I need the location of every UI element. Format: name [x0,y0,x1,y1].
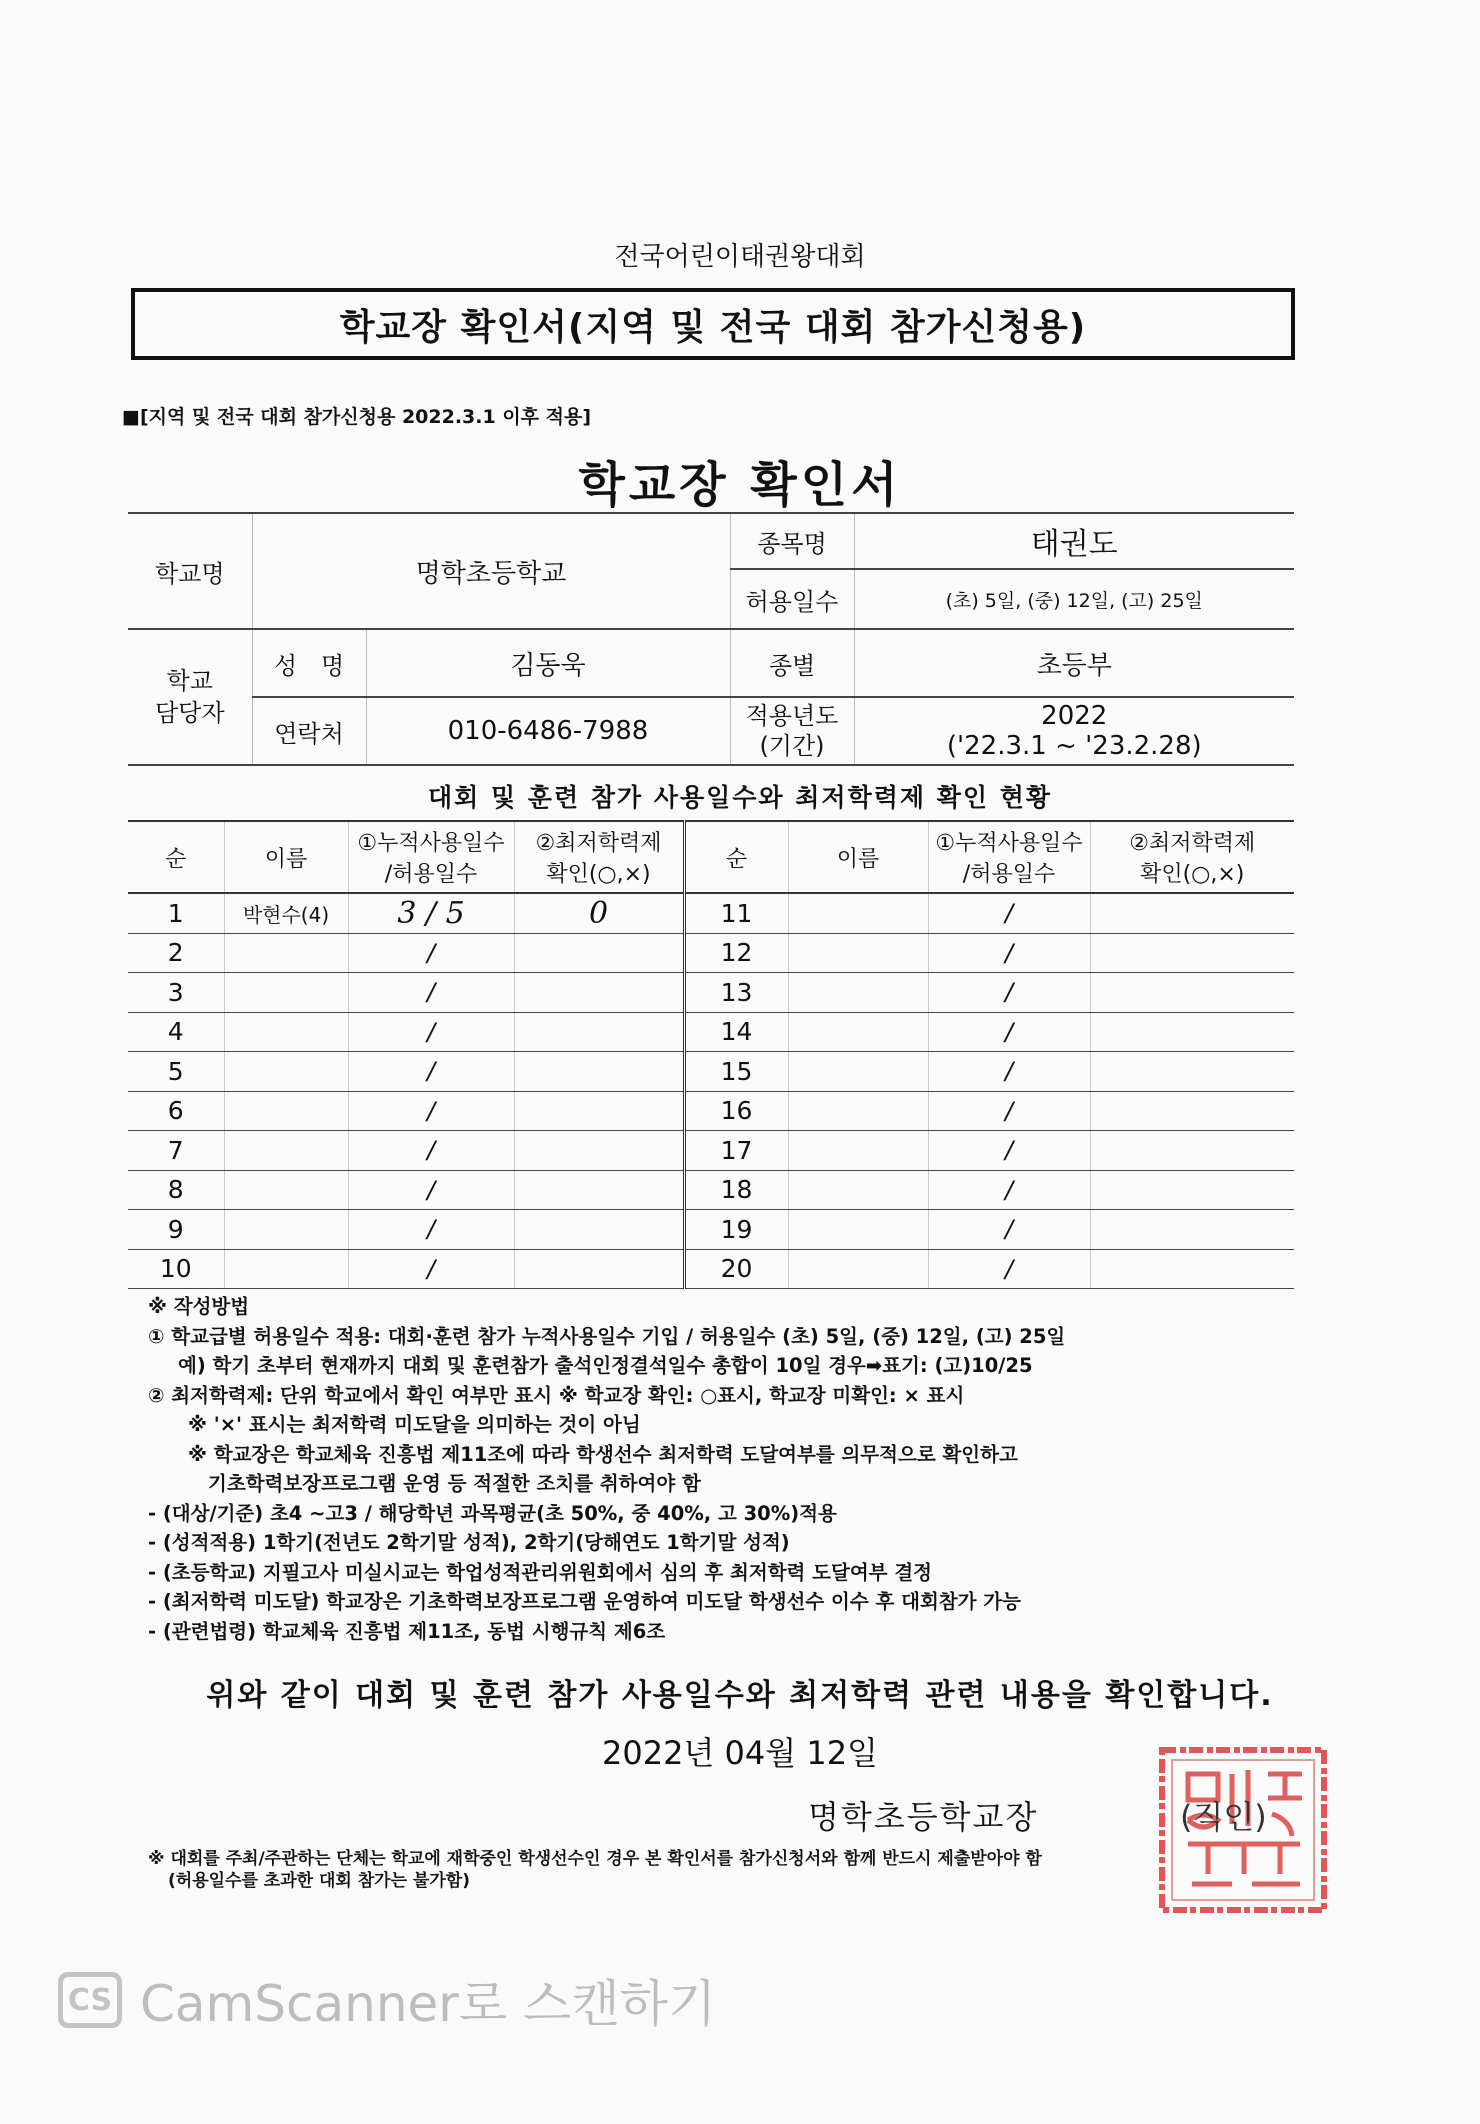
row-days: 3 / 5 [348,893,514,933]
row-no-right: 14 [684,1012,788,1052]
row-name-right [788,1091,928,1131]
row-check [514,1012,684,1052]
info-table [128,512,1294,766]
row-name [224,1131,348,1171]
row-check-right [1090,893,1294,933]
notes-line-7: - (대상/기준) 초4 ~고3 / 해당학년 과목평균(초 50%, 중 40%, 고 30%)적용 [148,1501,837,1525]
header-min-2-right: 확인(○,×) [1140,862,1245,887]
staff-label [128,629,252,765]
row-name-right [788,973,928,1013]
row-name-right [788,933,928,973]
header-no: 순 [128,821,224,893]
row-check-right [1090,1210,1294,1250]
notes-line-6: 기초학력보장프로그램 운영 등 적절한 조치를 취하여야 함 [208,1472,701,1495]
notes-line-11: - (관련법령) 학교체육 진흥법 제11조, 동법 시행규칙 제6조 [148,1619,666,1643]
form-title-box [131,288,1295,360]
row-check [514,1052,684,1092]
row-days: / [348,1170,514,1210]
year-value-1: 2022 [1041,701,1108,731]
instructions [148,1292,1298,1646]
notes-line-4: ※ '×' 표시는 최저학력 미도달을 의미하는 것이 아님 [188,1413,641,1436]
category-label: 종별 [730,629,854,697]
row-days-right: / [928,1012,1090,1052]
header-days-2-right: /허용일수 [962,862,1056,887]
table-row [128,1210,1294,1250]
row-name-right [788,1052,928,1092]
table-row [128,973,1294,1013]
row-check: 0 [514,893,684,933]
notes-line-9: - (초등학교) 지필고사 미실시교는 학업성적관리위원회에서 심의 후 최저학력 도달여부 결정 [148,1560,932,1584]
row-check [514,1170,684,1210]
table-row [128,1012,1294,1052]
header-days-2: /허용일수 [384,862,478,887]
form-title: 학교장 확인서(지역 및 전국 대회 참가신청용) [339,306,1087,348]
row-days: / [348,973,514,1013]
header-days [348,821,514,893]
row-no: 4 [128,1012,224,1052]
school-label: 학교명 [128,513,252,629]
watermark-text: CamScanner로 스캔하기 [140,1975,717,2033]
row-days-right: / [928,1091,1090,1131]
row-check [514,1210,684,1250]
staff-label-1: 학교 [166,667,213,695]
row-days-right: / [928,1249,1090,1289]
event-name: 전국어린이태권왕대회 [614,242,866,272]
row-check-right [1090,1249,1294,1289]
main-title: 학교장 확인서 [578,457,902,513]
status-table [128,820,1294,1289]
row-name-right [788,1210,928,1250]
row-no: 6 [128,1091,224,1131]
table-row [128,1131,1294,1171]
row-no-right: 15 [684,1052,788,1092]
year-label [730,697,854,765]
table-row [128,1091,1294,1131]
row-check [514,1091,684,1131]
notes-line-5: ※ 학교장은 학교체육 진흥법 제11조에 따라 학생선수 최저학력 도달여부를 의무적으로 확인하고 [188,1442,1018,1466]
footnote-line-2: (허용일수를 초과한 대회 참가는 불가함) [168,1871,470,1891]
table-row [128,933,1294,973]
table-row [128,1170,1294,1210]
year-label-2: (기간) [759,732,825,760]
header-days-1-right: ①누적사용일수 [935,831,1083,856]
table-row [128,1052,1294,1092]
allowed-days-value: (초) 5일, (중) 12일, (고) 25일 [854,569,1294,629]
notes-line-1: ① 학교급별 허용일수 적용: 대회·훈련 참가 누적사용일수 기입 / 허용일수 (초) 5일, (중) 12일, (고) 25일 [148,1324,1066,1348]
row-no-right: 17 [684,1131,788,1171]
row-no-right: 11 [684,893,788,933]
row-days: / [348,1210,514,1250]
notes-line-3: ② 최저학력제: 단위 학교에서 확인 여부만 표시 ※ 학교장 확인: ○표시, 학교장 미확인: × 표시 [148,1383,965,1407]
row-check-right [1090,1091,1294,1131]
row-days: / [348,933,514,973]
row-days: / [348,1249,514,1289]
row-name-right [788,1249,928,1289]
row-days-right: / [928,1170,1090,1210]
header-min [514,821,684,893]
row-name [224,1052,348,1092]
camscanner-watermark [58,1970,717,2033]
year-label-1: 적용년도 [745,702,839,730]
contact-value: 010-6486-7988 [366,697,730,765]
row-no: 5 [128,1052,224,1092]
row-no-right: 12 [684,933,788,973]
row-name-right [788,893,928,933]
name-label: 성 명 [252,629,366,697]
footnote-line-1: ※ 대회를 주최/주관하는 단체는 학교에 재학중인 학생선수인 경우 본 확인서를 참가신청서와 함께 반드시 제출받아야 함 [148,1849,1042,1869]
row-name-right [788,1131,928,1171]
row-days: / [348,1131,514,1171]
row-check-right [1090,933,1294,973]
row-days-right: / [928,973,1090,1013]
row-name [224,973,348,1013]
contact-label: 연락처 [252,697,366,765]
camscanner-logo-icon: CS [58,1972,122,2028]
sport-label: 종목명 [730,513,854,569]
status-title: 대회 및 훈련 참가 사용일수와 최저학력제 확인 현황 [427,783,1053,812]
staff-label-2: 담당자 [154,699,225,727]
row-no: 10 [128,1249,224,1289]
row-days: / [348,1052,514,1092]
header-min-right [1090,821,1294,893]
row-name [224,933,348,973]
row-name [224,1249,348,1289]
row-check [514,973,684,1013]
row-days: / [348,1012,514,1052]
header-min-2: 확인(○,×) [546,862,651,887]
notes-line-8: - (성적적용) 1학기(전년도 2학기말 성적), 2학기(당해연도 1학기말 성적) [148,1531,790,1554]
row-no: 7 [128,1131,224,1171]
row-no-right: 13 [684,973,788,1013]
row-no: 2 [128,933,224,973]
footnote [148,1848,1298,1892]
header-min-1: ②최저학력제 [535,831,662,856]
category-value: 초등부 [854,629,1294,697]
sport-value: 태권도 [854,513,1294,569]
row-name [224,1170,348,1210]
row-days-right: / [928,933,1090,973]
header-name: 이름 [224,821,348,893]
notes-heading: ※ 작성방법 [148,1295,250,1318]
row-check [514,1249,684,1289]
notes-line-2: 예) 학기 초부터 현재까지 대회 및 훈련참가 출석인정결석일수 총합이 10일 경우➡표기: (고)10/25 [178,1354,1033,1377]
confirmation-date: 2022년 04월 12일 [602,1734,878,1772]
row-no-right: 18 [684,1170,788,1210]
allowed-days-label: 허용일수 [730,569,854,629]
row-name: 박현수(4) [224,893,348,933]
row-days-right: / [928,1210,1090,1250]
header-name-right: 이름 [788,821,928,893]
header-days-right [928,821,1090,893]
row-no: 9 [128,1210,224,1250]
year-value-2: ('22.3.1 ~ '23.2.28) [946,731,1202,761]
row-check-right [1090,1052,1294,1092]
row-check-right [1090,973,1294,1013]
year-value [854,697,1294,765]
row-days-right: / [928,893,1090,933]
confirmation-statement: 위와 같이 대회 및 훈련 참가 사용일수와 최저학력 관련 내용을 확인합니다. [206,1678,1274,1713]
row-days-right: / [928,1131,1090,1171]
name-value: 김동욱 [366,629,730,697]
row-days: / [348,1091,514,1131]
table-row [128,893,1294,933]
row-no: 8 [128,1170,224,1210]
row-name [224,1091,348,1131]
principal-name: 명학초등학교장 [808,1798,1039,1836]
row-check [514,933,684,973]
row-no-right: 19 [684,1210,788,1250]
seal-label: (직인) [1180,1798,1267,1836]
row-check-right [1090,1131,1294,1171]
row-check [514,1131,684,1171]
school-value: 명학초등학교 [252,513,730,629]
row-name-right [788,1170,928,1210]
row-no: 1 [128,893,224,933]
row-name [224,1012,348,1052]
row-name [224,1210,348,1250]
row-check-right [1090,1012,1294,1052]
row-no: 3 [128,973,224,1013]
notes-line-10: - (최저학력 미도달) 학교장은 기초학력보장프로그램 운영하여 미도달 학생선수 이수 후 대회참가 가능 [148,1590,1021,1613]
row-no-right: 20 [684,1249,788,1289]
header-min-1-right: ②최저학력제 [1129,831,1256,856]
header-no-right: 순 [684,821,788,893]
row-name-right [788,1012,928,1052]
header-days-1: ①누적사용일수 [357,831,505,856]
row-days-right: / [928,1052,1090,1092]
row-check-right [1090,1170,1294,1210]
row-no-right: 16 [684,1091,788,1131]
table-row [128,1249,1294,1289]
form-note: ■[지역 및 전국 대회 참가신청용 2022.3.1 이후 적용] [122,406,592,428]
